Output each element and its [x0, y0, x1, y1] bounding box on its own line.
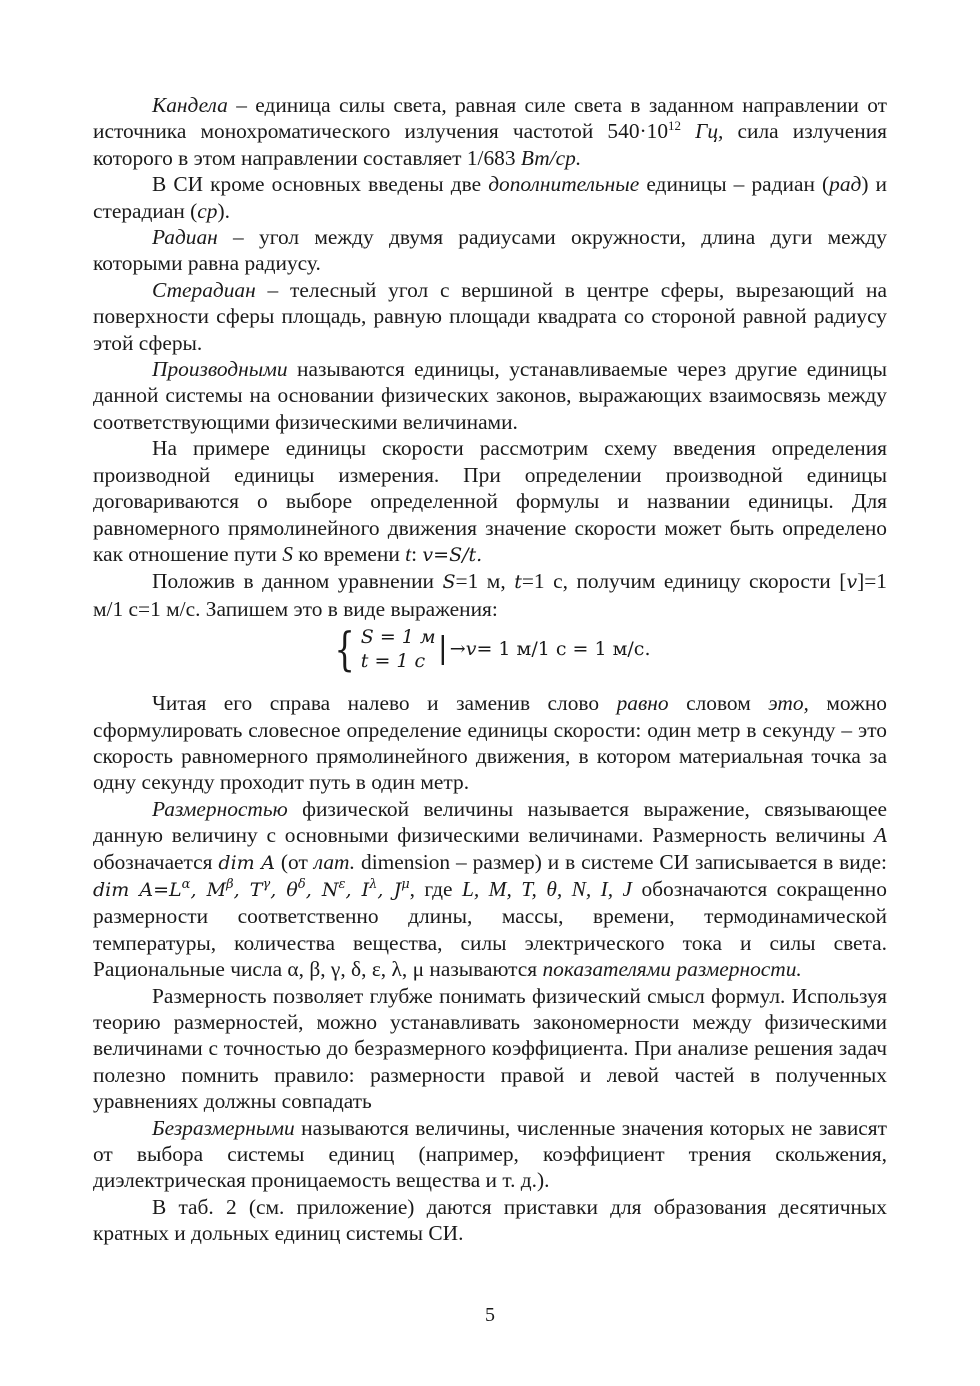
paragraph-dimension: Размерностью физической величины называется выражение, связывающее данную величину с основными физическими величинами. Размерность величины A обозначается dim A (от лат. dimension – размер) и в системе СИ записывается в виде: dim $A=L^\alpha$, $M^\beta$, $T^\gamma$, $\theta^\delta$, $N^\varepsilon$, $I^\lambda$, $J^\mu$, где L, M, T, θ, N, I, J обозначаются сокращенно размерности соответственно длины, массы, времени, термодинамической температуры, количества вещества, силы электрического тока и силы света. Рациональные числа α, β, γ, δ, ε, λ, μ называются показателями размерности. [93, 796, 887, 982]
left-brace: { [333, 622, 355, 677]
paragraph-prefixes: В таб. 2 (см. приложение) даются приставки для образования десятичных кратных и дольных единиц системы СИ. [93, 1194, 887, 1246]
paragraph-derived-units: Производными называются единицы, устанавливаемые через другие единицы данной системы на основании физических законов, выражающих взаимосвязь между соответствующими физическими величинами. [93, 357, 887, 434]
page-number: 5 [485, 1304, 495, 1326]
system-line-1: S = 1 м [360, 626, 436, 649]
vertical-bar: | [437, 631, 448, 667]
paragraph-radian: Радиан – угол между двумя радиусами окружности, длина дуги между которыми равна радиусу. [93, 225, 887, 276]
paragraph-unit-derivation: Положив в данном уравнении S=1 м, t=1 с, получим единицу скорости [v]=1 м/1 с=1 м/с. Запишем это в виде выражения: [93, 569, 887, 621]
dimension-formula: dim $A=L^\alpha$, $M^\beta$, $T^\gamma$, $\theta^\delta$, $N^\varepsilon$, $I^\lambda$, $J^\mu$ [93, 876, 410, 901]
display-formula: { S = 1 м t = 1 c | → v = 1 м/1 с = 1 м/с. [333, 622, 651, 677]
paragraph-verbal-definition: Читая его справа налево и заменив слово равно словом это, можно сформулировать словесное определение единицы скорости: один метр в секунду – это скорость равномерного прямолинейного движения, в котором материальная точка за одну секунду проходит путь в один метр. [93, 691, 888, 795]
formula-arrow: → [449, 637, 466, 660]
paragraph-dimension-usage: Размерность позволяет глубже понимать физический смысл формул. Используя теорию размерностей, можно устанавливать закономерности между физическими величинами с точностью до безразмерного коэффициента. При анализе решения задач полезно помнить правило: размерности правой и левой частей в полученных уравнениях должны совпадать [93, 983, 887, 1114]
paragraph-velocity-example: На примере единицы скорости рассмотрим схему введения определения производной единицы измерения. При определении производной единицы договариваются о выборе определенной формулы и названии единицы. Для равномерного прямолинейного движения значение скорости может быть определено как отношение пути S ко времени t: v=S/t. [93, 436, 887, 566]
paragraph-steradian: Стерадиан – телесный угол с вершиной в центре сферы, вырезающий на поверхности сферы площадь, равную площади квадрата со стороной равной радиусу этой сферы. [93, 277, 887, 355]
system-line-2: t = 1 c [360, 650, 426, 673]
paragraph-candela: Кандела – единица силы света, равная силе света в заданном направлении от источника монохроматического излучения частотой $540\cdot 10^{12}$ Гц, сила излучения которого в этом направлении составляет 1/683 Вт/ср. [93, 93, 887, 170]
term-dimension: Размерностью [152, 796, 288, 821]
paragraph-additional-units: В СИ кроме основных введены две дополнительные единицы – радиан (рад) и стерадиан (ср). [93, 172, 887, 223]
page-body [93, 92, 887, 1247]
equation-system [361, 625, 436, 673]
inline-formula: v=S/t. [422, 543, 483, 566]
term-dimensionless: Безразмерными [152, 1115, 295, 1140]
term-candela: Кандела [152, 93, 228, 117]
paragraph-dimensionless: Безразмерными называются величины, численные значения которых не зависят от выбора системы единиц (например, коэффициент трения скольжения, диэлектрическая проницаемость вещества и т. д.). [93, 1115, 887, 1193]
term-steradian: Стерадиан [152, 277, 256, 302]
term-radian: Радиан [152, 225, 218, 250]
term-derived: Производными [152, 357, 288, 382]
formula-rhs: = 1 м/1 с = 1 м/с. [476, 637, 651, 660]
